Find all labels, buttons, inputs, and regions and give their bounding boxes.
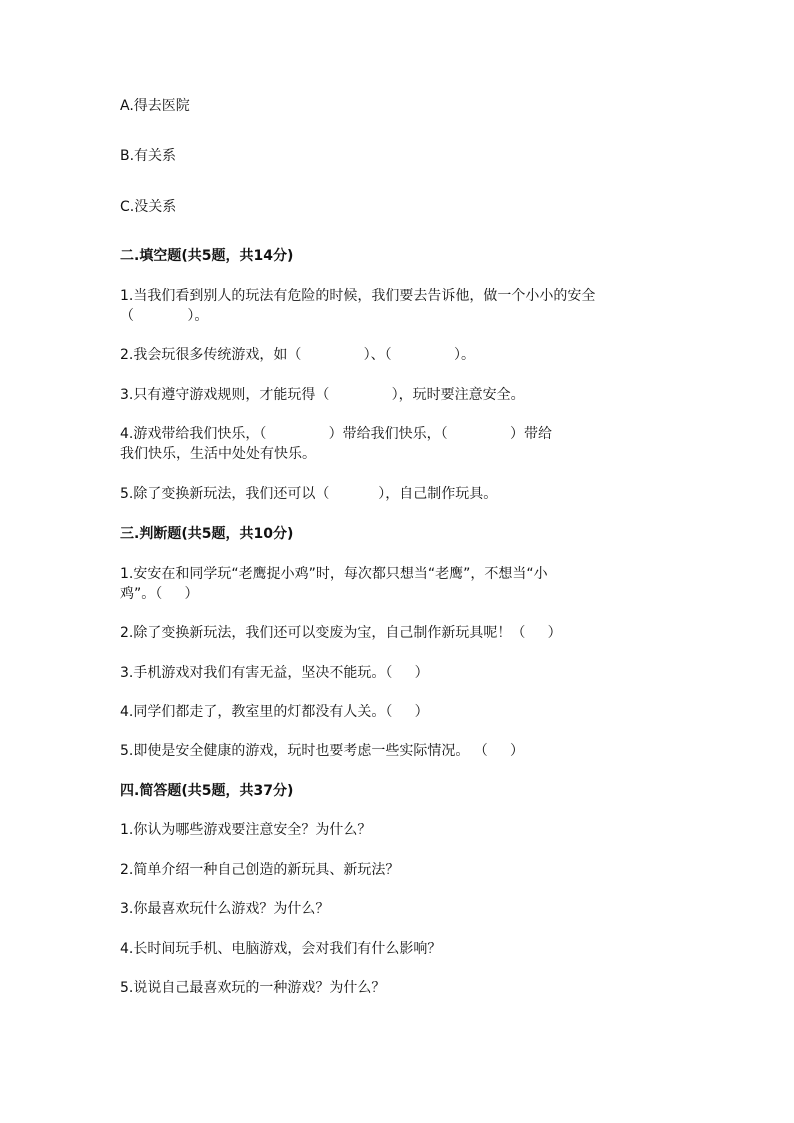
short-answer-question-2: 2.简单介绍一种自己创造的新玩具、新玩法？ — [120, 862, 400, 878]
option-b: B.有关系 — [120, 148, 177, 164]
fill-blank-question-4-line-2: 我们快乐，生活中处处有快乐。 — [120, 446, 316, 462]
fill-blank-question-1-line-2: （ ）。 — [120, 308, 209, 324]
section-heading-fill-blank: 二.填空题(共5题，共14分) — [120, 248, 294, 264]
judge-question-1-line-1: 1.安安在和同学玩“老鹰捉小鸡”时，每次都只想当“老鹰”，不想当“小 — [120, 566, 548, 582]
fill-blank-question-1-line-1: 1.当我们看到别人的玩法有危险的时候，我们要去告诉他，做一个小小的安全 — [120, 288, 596, 304]
short-answer-question-3: 3.你最喜欢玩什么游戏？为什么？ — [120, 901, 330, 917]
short-answer-question-5: 5.说说自己最喜欢玩的一种游戏？为什么？ — [120, 980, 386, 996]
short-answer-question-1: 1.你认为哪些游戏要注意安全？为什么？ — [120, 822, 372, 838]
fill-blank-question-5: 5.除了变换新玩法，我们还可以（ ），自己制作玩具。 — [120, 486, 498, 502]
option-a: A.得去医院 — [120, 98, 190, 114]
fill-blank-question-2: 2.我会玩很多传统游戏，如（ ）、（ ）。 — [120, 347, 475, 363]
judge-question-2: 2.除了变换新玩法，我们还可以变废为宝，自己制作新玩具呢！（ ） — [120, 625, 562, 641]
judge-question-1-line-2: 鸡”。（ ） — [120, 586, 199, 602]
short-answer-question-4: 4.长时间玩手机、电脑游戏，会对我们有什么影响？ — [120, 941, 442, 957]
section-heading-short-answer: 四.简答题(共5题，共37分) — [120, 783, 294, 799]
judge-question-4: 4.同学们都走了，教室里的灯都没有人关。（ ） — [120, 704, 429, 720]
option-c: C.没关系 — [120, 199, 177, 215]
section-heading-judge: 三.判断题(共5题，共10分) — [120, 526, 294, 542]
judge-question-5: 5.即使是安全健康的游戏，玩时也要考虑一些实际情况。 （ ） — [120, 743, 525, 759]
judge-question-3: 3.手机游戏对我们有害无益，坚决不能玩。（ ） — [120, 665, 429, 681]
fill-blank-question-4-line-1: 4.游戏带给我们快乐，（ ）带给我们快乐，（ ）带给 — [120, 426, 552, 442]
fill-blank-question-3: 3.只有遵守游戏规则，才能玩得（ ），玩时要注意安全。 — [120, 387, 525, 403]
